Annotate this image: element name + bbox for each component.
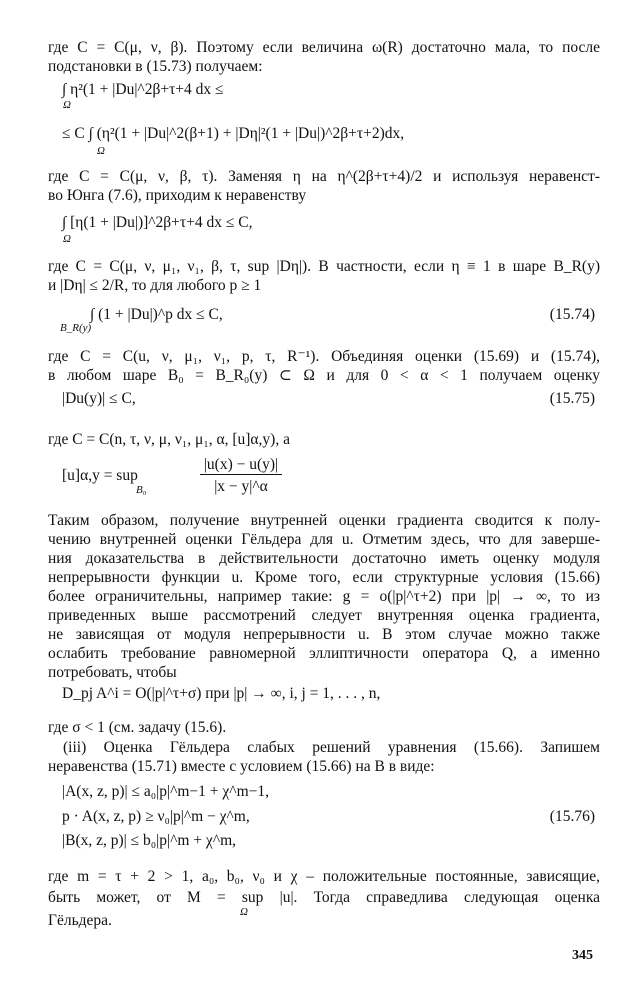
integral-subscript: Ω (63, 233, 71, 245)
formula: ∫ η²(1 + |Du|^2β+τ+4 dx ≤ (62, 81, 224, 98)
text-line: Таким образом, получение внутренней оценки градиента сводится к полу- (48, 512, 600, 529)
formula: |A(x, z, p)| ≤ a₀|p|^m−1 + χ^m−1, (62, 783, 269, 800)
text-line: где C = C(μ, ν, μ₁, ν₁, β, τ, sup |Dη|). В частности, если η ≡ 1 в шаре B_R(y) (48, 258, 600, 275)
equation-number: (15.75) (549, 390, 595, 407)
text-line: где C = C(u, ν, μ₁, ν₁, p, τ, R⁻¹). Объединяя оценки (15.69) и (15.74), (48, 348, 600, 365)
text-line: во Юнга (7.6), приходим к неравенству (48, 187, 307, 204)
equation-number: (15.74) (549, 306, 595, 323)
text-line: чению внутренней оценки Гёльдера для u. Отметим здесь, что для заверше- (48, 531, 600, 548)
text-line: приведенных выше рассмотрений следует внутренняя оценка градиента, (48, 607, 600, 624)
formula: p · A(x, z, p) ≥ ν₀|p|^m − χ^m, (62, 808, 250, 825)
text-line: где σ < 1 (см. задачу (15.6). (48, 719, 227, 736)
formula: ∫ [η(1 + |Du|)]^2β+τ+4 dx ≤ C, (62, 214, 253, 231)
text-line: неравенства (15.71) вместе с условием (15.66) на B в виде: (48, 758, 435, 775)
text-line: и |Dη| ≤ 2/R, то для любого p ≥ 1 (48, 277, 262, 294)
formula: |Du(y)| ≤ C, (62, 390, 136, 407)
page-number: 345 (572, 948, 593, 963)
formula: [u]α,y = sup (62, 467, 138, 484)
integral-subscript: Ω (63, 99, 71, 111)
text-line: ния доказательства в действительности достаточно иметь оценку модуля (48, 550, 600, 567)
equation-number: (15.76) (549, 808, 595, 825)
formula: |B(x, z, p)| ≤ b₀|p|^m + χ^m, (62, 832, 237, 849)
formula: D_pj A^i = O(|p|^τ+σ) при |p| → ∞, i, j = 1, . . . , n, (62, 685, 381, 702)
fraction-numerator: |u(x) − u(y)| (200, 455, 282, 475)
text-line: где m = τ + 2 > 1, a₀, b₀, ν₀ и χ – положительные постоянные, зависящие, (48, 868, 600, 885)
text-line: где C = C(μ, ν, β, τ). Заменяя η на η^(2β+τ+4)/2 и используя неравенст- (48, 168, 600, 185)
text-line: где C = C(μ, ν, β). Поэтому если величина ω(R) достаточно мала, то после (48, 39, 600, 56)
text-line: ослабить требование равномерной эллиптичности оператора Q, а именно (48, 645, 600, 662)
text-line: подстановки в (15.73) получаем: (48, 58, 263, 75)
text-line: непрерывности функции u. Кроме того, если структурные условия (15.66) (48, 569, 600, 586)
formula: ∫ (1 + |Du|)^p dx ≤ C, (90, 306, 223, 323)
sup-subscript: Ω (240, 906, 248, 918)
text-line: потребовать, чтобы (48, 664, 177, 681)
sup-subscript: B₀ (136, 484, 147, 496)
text-line: быть может, от M = sup |u|. Тогда справедлива следующая оценка (48, 889, 600, 906)
integral-subscript: B_R(y) (60, 322, 92, 334)
fraction-denominator: |x − y|^α (214, 478, 268, 495)
text-line: в любом шаре B₀ = B_R₀(y) ⊂ Ω и для 0 < α < 1 получаем оценку (48, 367, 600, 384)
text-line: не зависящая от модуля непрерывности u. В этом случае можно также (48, 626, 600, 643)
text-line: более ограничительны, например такие: g = o(|p|^τ+2) при |p| → ∞, то из (48, 588, 600, 605)
integral-subscript: Ω (97, 145, 105, 157)
text-line: Гёльдера. (48, 912, 112, 929)
text-line: где C = C(n, τ, ν, μ, ν₁, μ₁, α, [u]α,y), а (48, 431, 290, 448)
formula: ≤ C ∫ (η²(1 + |Du|^2(β+1) + |Dη|²(1 + |Du|)^2β+τ+2)dx, (62, 125, 405, 142)
text-line: (iii) Оценка Гёльдера слабых решений уравнения (15.66). Запишем (63, 739, 600, 756)
